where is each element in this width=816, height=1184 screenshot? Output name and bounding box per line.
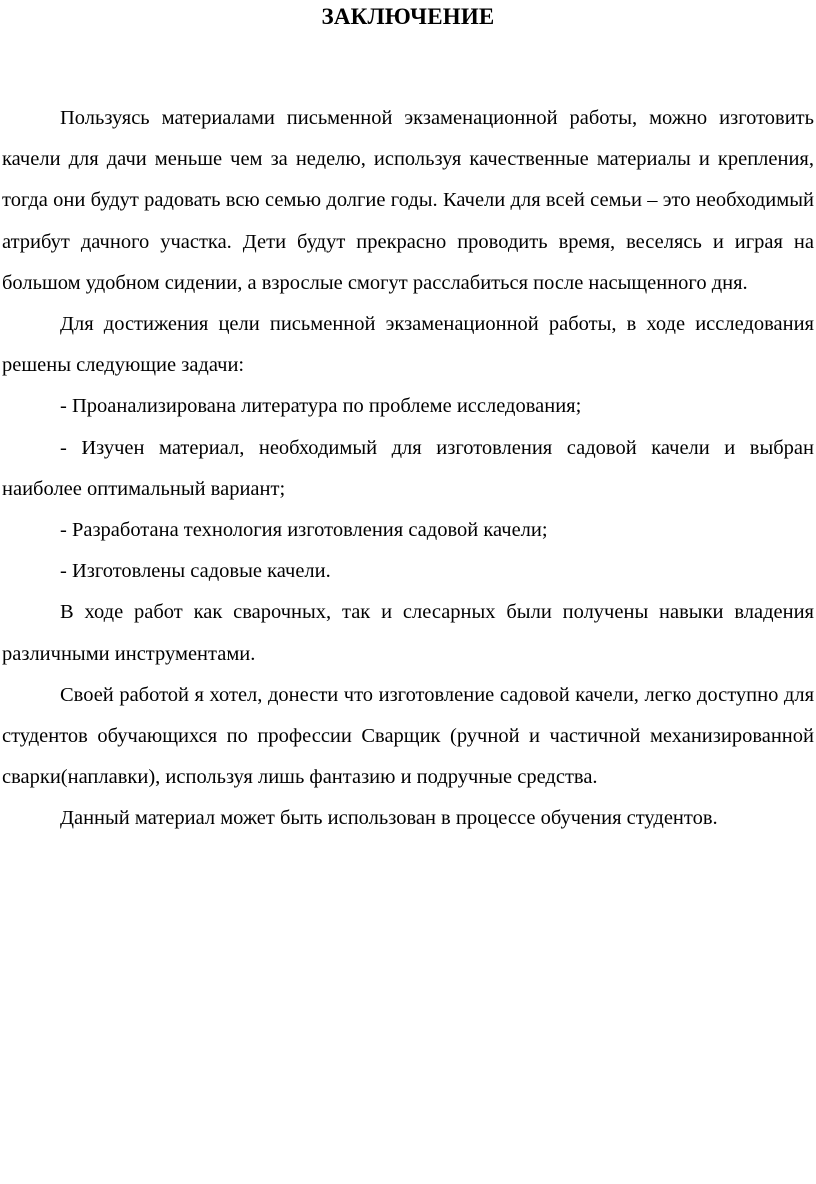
document-body [2,98,814,840]
list-item-task-3: - Разработана технология изготовления садовой качели; [60,519,548,542]
page-title: ЗАКЛЮЧЕНИЕ [321,4,495,29]
paragraph-intro: Пользуясь материалами письменной экзаменационной работы, можно изготовить качели для дачи меньше чем за неделю, используя качественные материалы и крепления, тогда они будут радовать всю семью долгие годы. Качели для всей семьи – это необходимый атрибут дачного участка. Дети будут прекрасно проводить время, веселясь и играя на большом удобном сидении, а взрослые смогут расслабиться после насыщенного дня. [2,107,814,294]
list-item-task-2: - Изучен материал, необходимый для изготовления садовой качели и выбран наиболее оптимальный вариант; [2,436,814,500]
paragraph-usage: Данный материал может быть использован в процессе обучения студентов. [60,807,718,830]
list-item-task-4: - Изготовлены садовые качели. [60,560,331,583]
paragraph-skills: В ходе работ как сварочных, так и слесарных были получены навыки владения различными инструментами. [2,601,814,665]
paragraph-tasks-intro: Для достижения цели письменной экзаменационной работы, в ходе исследования решены следующие задачи: [2,313,814,377]
list-item-task-1: - Проанализирована литература по проблеме исследования; [60,395,582,418]
paragraph-goal: Своей работой я хотел, донести что изготовление садовой качели, легко доступно для студентов обучающихся по профессии Сварщик (ручной и частичной механизированной сварки(наплавки), используя лишь фантазию и подручные средства. [2,683,814,789]
